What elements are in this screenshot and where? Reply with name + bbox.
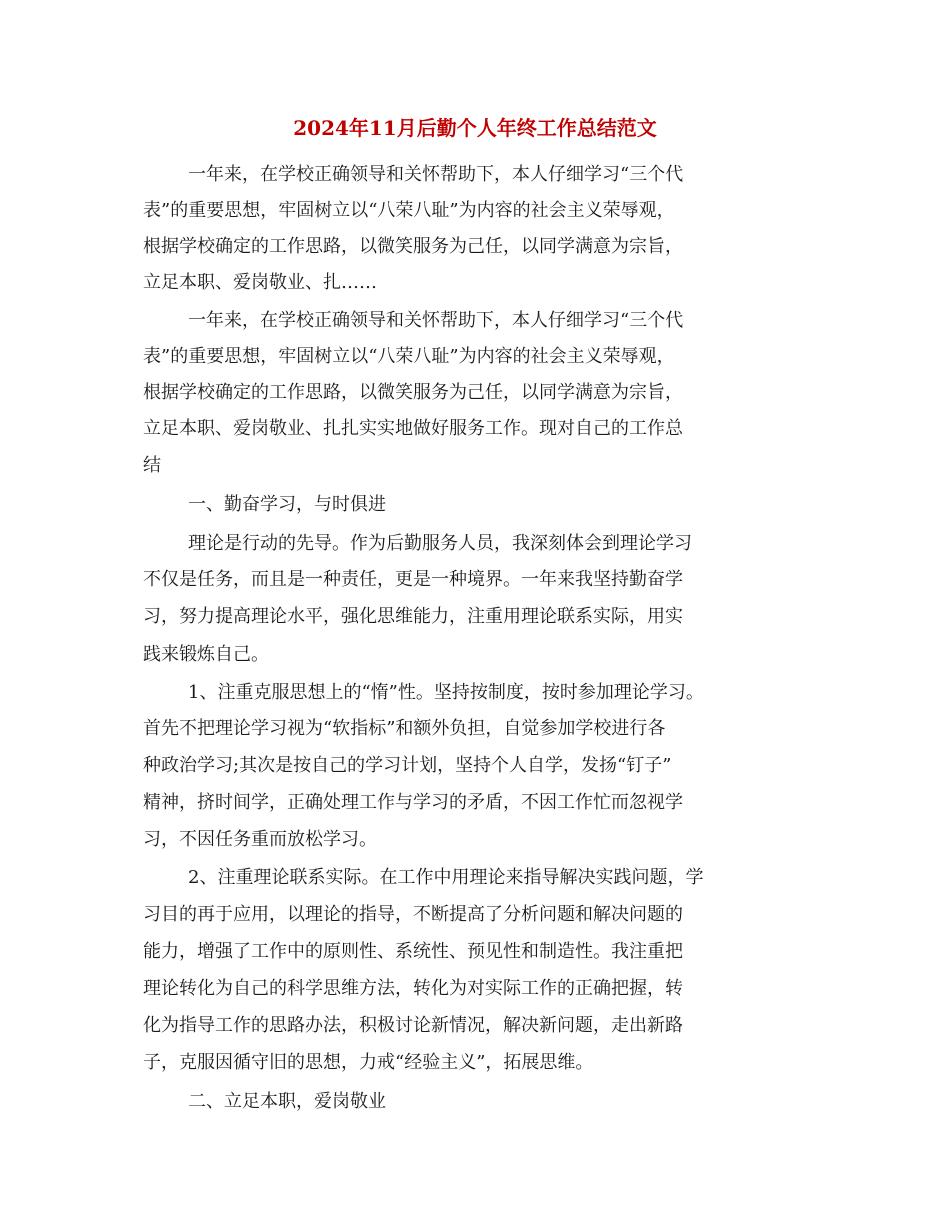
paragraph-line: 精神，挤时间学，正确处理工作与学习的矛盾，不因工作忙而忽视学 bbox=[143, 792, 683, 813]
paragraph-line: 习，不因任务重而放松学习。 bbox=[143, 829, 377, 850]
section-heading: 二、立足本职，爱岗敬业 bbox=[188, 1091, 386, 1112]
paragraph-line: 化为指导工作的思路办法，积极讨论新情况，解决新问题，走出新路 bbox=[143, 1015, 683, 1036]
paragraph-line: 习目的再于应用，以理论的指导，不断提高了分析问题和解决问题的 bbox=[143, 904, 683, 925]
paragraph-line: 一年来，在学校正确领导和关怀帮助下，本人仔细学习“三个代 bbox=[188, 310, 684, 331]
paragraph-line: 理论是行动的先导。作为后勤服务人员，我深刻体会到理论学习 bbox=[188, 533, 692, 554]
paragraph-line: 能力，增强了工作中的原则性、系统性、预见性和制造性。我注重把 bbox=[143, 941, 683, 962]
paragraph-line: 一年来，在学校正确领导和关怀帮助下，本人仔细学习“三个代 bbox=[188, 164, 684, 185]
paragraph-line: 表”的重要思想，牢固树立以“八荣八耻”为内容的社会主义荣辱观， bbox=[143, 346, 675, 367]
paragraph-line: 根据学校确定的工作思路，以微笑服务为己任，以同学满意为宗旨， bbox=[143, 236, 683, 257]
paragraph-line: 理论转化为自己的科学思维方法，转化为对实际工作的正确把握，转 bbox=[143, 978, 683, 999]
paragraph-line: 习，努力提高理论水平，强化思维能力，注重用理论联系实际，用实 bbox=[143, 606, 683, 627]
section-heading: 一、勤奋学习，与时俱进 bbox=[188, 494, 386, 515]
paragraph-line: 不仅是任务，而且是一种责任，更是一种境界。一年来我坚持勤奋学 bbox=[143, 569, 683, 590]
paragraph-line: 立足本职、爱岗敬业、扎扎实实地做好服务工作。现对自己的工作总 bbox=[143, 418, 683, 439]
paragraph-line: 践来锻炼自己。 bbox=[143, 644, 269, 665]
paragraph-line: 根据学校确定的工作思路，以微笑服务为己任，以同学满意为宗旨， bbox=[143, 382, 683, 403]
paragraph-line: 立足本职、爱岗敬业、扎…… bbox=[143, 272, 377, 293]
paragraph-line: 子，克服因循守旧的思想，力戒“经验主义”，拓展思维。 bbox=[143, 1052, 594, 1073]
paragraph-line: 首先不把理论学习视为“软指标”和额外负担，自觉参加学校进行各 bbox=[143, 718, 666, 739]
paragraph-line: 结 bbox=[143, 455, 161, 476]
paragraph-line: 种政治学习;其次是按自己的学习计划，坚持个人自学，发扬“钉子” bbox=[143, 755, 672, 776]
paragraph-line: 1、注重克服思想上的“惰”性。坚持按制度，按时参加理论学习。 bbox=[188, 682, 704, 703]
paragraph-line: 2、注重理论联系实际。在工作中用理论来指导解决实践问题，学 bbox=[188, 867, 704, 888]
paragraph-line: 表”的重要思想，牢固树立以“八荣八耻”为内容的社会主义荣辱观， bbox=[143, 200, 675, 221]
document-title: 2024年11月后勤个人年终工作总结范文 bbox=[293, 116, 657, 140]
